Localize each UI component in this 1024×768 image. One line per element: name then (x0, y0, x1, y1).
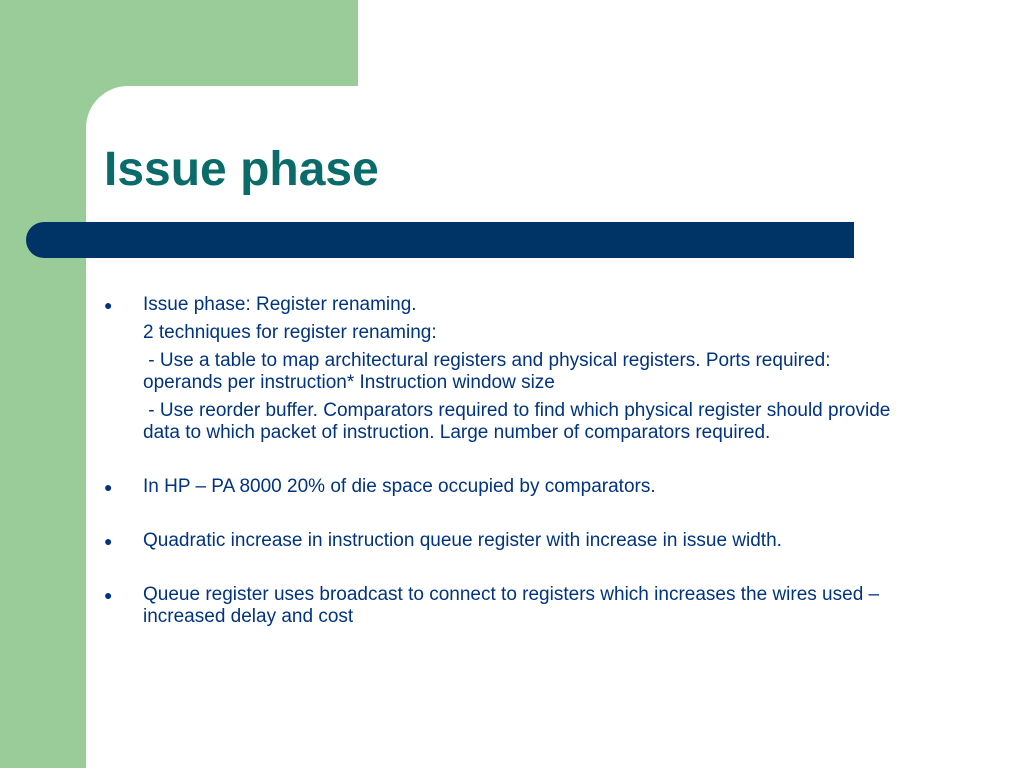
bullet-item (104, 530, 904, 552)
bullet-item (104, 294, 904, 444)
slide-title: Issue phase (104, 143, 379, 196)
title-underline-bar (26, 222, 854, 258)
bullet-text: Quadratic increase in instruction queue register with increase in issue width. (143, 530, 782, 551)
bullet-item (104, 584, 904, 628)
bullet-item (104, 476, 904, 498)
bullet-icon: ● (104, 533, 113, 549)
slide-body (104, 294, 904, 628)
bullet-icon: ● (104, 479, 113, 495)
bullet-subtext: - Use a table to map architectural registers and physical registers. Ports required: operands per instruction* Instruction window size (143, 350, 831, 393)
bullet-subtext: 2 techniques for register renaming: (143, 322, 437, 343)
bullet-text: Issue phase: Register renaming. (143, 294, 417, 315)
bullet-icon: ● (104, 297, 113, 313)
bullet-text: Queue register uses broadcast to connect to registers which increases the wires used – increased delay and cost (143, 584, 880, 627)
bullet-subtext: - Use reorder buffer. Comparators required to find which physical register should provide data to which packet of instruction. Large number of comparators required. (143, 400, 891, 443)
bullet-icon: ● (104, 587, 113, 603)
bullet-text: In HP – PA 8000 20% of die space occupied by comparators. (143, 476, 656, 497)
